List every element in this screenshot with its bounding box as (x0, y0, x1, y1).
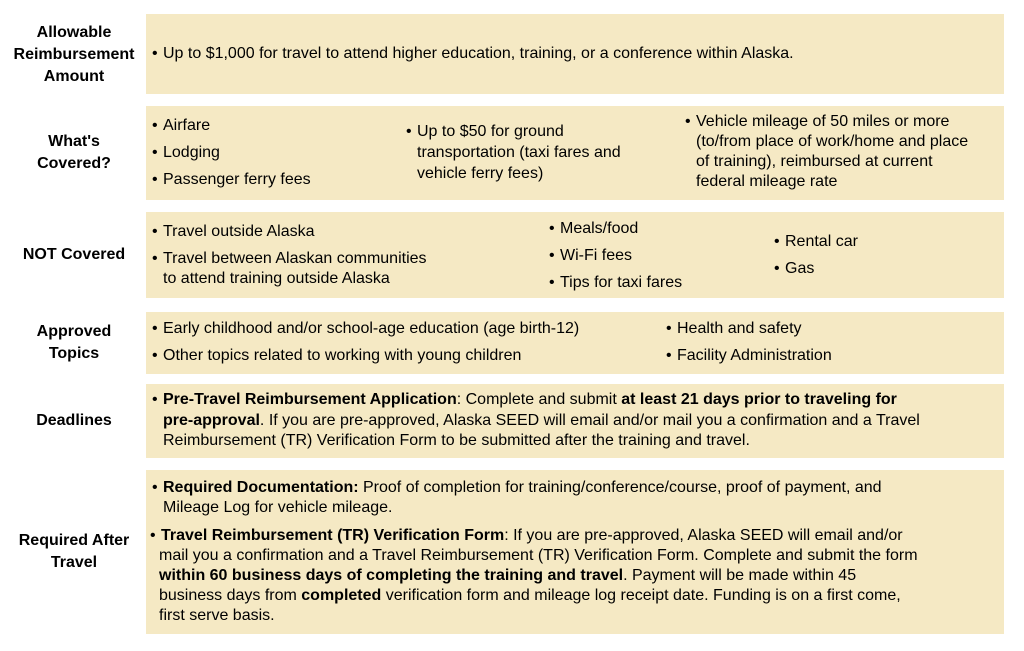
label-line: Allowable (36, 24, 112, 41)
not-covered-item: • Wi-Fi fees (560, 246, 632, 266)
deadline-bold: Pre-Travel Reimbursement Application (163, 391, 457, 408)
deadline-line (163, 390, 897, 410)
after-bold: Travel Reimbursement (TR) Verification Form (161, 527, 505, 544)
after-line: mail you a confirmation and a Travel Reimbursement (TR) Verification Form. Complete and submit the form (159, 547, 918, 564)
covered-box (146, 106, 1004, 200)
label-line: Approved (36, 323, 112, 340)
covered-item-cont: federal mileage rate (696, 173, 838, 190)
label-line: Travel (50, 554, 98, 571)
after-line (163, 478, 882, 498)
topic-item: • Early childhood and/or school-age education (age birth-12) (163, 319, 579, 339)
deadline-line (163, 411, 920, 431)
allowable-box (146, 14, 1004, 94)
covered-item-cont: (to/from place of work/home and place (696, 133, 969, 150)
label-line: Reimbursement (13, 46, 135, 63)
label-line: NOT Covered (22, 246, 126, 263)
not-covered-item: • Rental car (785, 232, 858, 252)
covered-item: • Lodging (163, 143, 220, 163)
covered-item: • Vehicle mileage of 50 miles or more (696, 112, 949, 132)
covered-item-cont: of training), reimbursed at current (696, 153, 933, 170)
covered-item: • Up to $50 for ground (417, 122, 564, 142)
row-label-after-travel (0, 470, 148, 634)
label-line: Topics (48, 345, 100, 362)
row-label-covered (0, 106, 148, 200)
label-line: Covered? (37, 155, 111, 172)
covered-item-cont: transportation (taxi fares and (417, 144, 621, 161)
label-line: What's (48, 133, 100, 150)
row-label-topics (0, 312, 148, 374)
deadline-bold: pre-approval (163, 412, 260, 429)
deadline-line: Reimbursement (TR) Verification Form to be submitted after the training and travel. (163, 432, 750, 449)
deadline-text: . If you are pre-approved, Alaska SEED will email and/or mail you a confirmation and a Travel (259, 412, 920, 429)
deadline-text: : Complete and submit (456, 391, 622, 408)
after-line (161, 526, 903, 546)
topic-item: • Health and safety (677, 319, 802, 339)
after-text: . Payment will be made within 45 (623, 567, 857, 584)
not-covered-item: • Tips for taxi fares (560, 273, 682, 293)
not-covered-item: • Travel outside Alaska (163, 222, 314, 242)
covered-item: • Airfare (163, 116, 210, 136)
after-text: verification form and mileage log receipt date. Funding is on a first come, (381, 587, 901, 604)
topic-item: • Other topics related to working with young children (163, 346, 521, 366)
after-text: : If you are pre-approved, Alaska SEED will email and/or (504, 527, 903, 544)
covered-item-cont: vehicle ferry fees) (417, 165, 544, 182)
row-label-allowable (0, 14, 148, 96)
after-line (159, 566, 856, 586)
not-covered-box (146, 212, 1004, 298)
row-label-deadlines (0, 384, 148, 458)
deadline-bold: at least 21 days prior to traveling for (621, 391, 897, 408)
after-bold: completed (301, 587, 382, 604)
not-covered-item: • Gas (785, 259, 814, 279)
deadlines-box (146, 384, 1004, 458)
label-line: Deadlines (36, 412, 112, 429)
after-bold: within 60 business days of completing the training and travel (159, 567, 624, 584)
allowable-item: • Up to $1,000 for travel to attend higher education, training, or a conference within Alaska. (163, 44, 794, 64)
label-line: Amount (43, 68, 105, 85)
not-covered-item: • Meals/food (560, 219, 638, 239)
after-line: Mileage Log for vehicle mileage. (163, 499, 393, 516)
topics-box (146, 312, 1004, 374)
after-line: first serve basis. (159, 607, 275, 624)
after-travel-box (146, 470, 1004, 634)
not-covered-item: • Travel between Alaskan communities (163, 249, 427, 269)
topic-item: • Facility Administration (677, 346, 832, 366)
after-line (159, 586, 901, 606)
row-label-not-covered (0, 212, 148, 298)
covered-item: • Passenger ferry fees (163, 170, 311, 190)
after-text: Proof of completion for training/conference/course, proof of payment, and (358, 479, 882, 496)
not-covered-item-cont: to attend training outside Alaska (163, 270, 390, 287)
after-text: business days from (159, 587, 302, 604)
label-line: Required After (18, 532, 130, 549)
after-bold: Required Documentation: (163, 479, 359, 496)
